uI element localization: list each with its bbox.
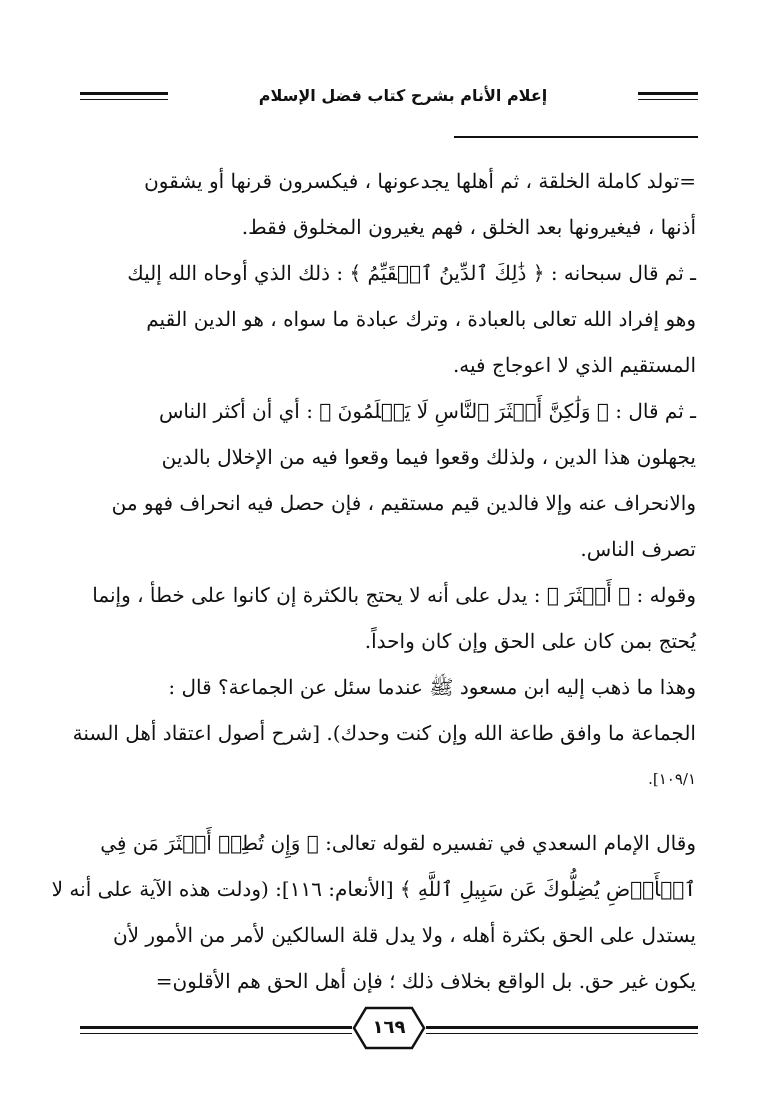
page-number-frame <box>352 1006 426 1050</box>
footer-rule-left <box>80 1026 352 1034</box>
header-rule-left <box>80 92 168 100</box>
text-line: الجماعة ما وافق طاعة الله وإن كنت وحدك). [شرح أصول اعتقاد أهل السنة <box>72 721 696 745</box>
text-line: والانحراف عنه وإلا فالدين قيم مستقيم ، فإن حصل فيه انحراف فهو من <box>111 491 696 515</box>
text-line: وهذا ما ذهب إليه ابن مسعود ﷺ عندما سئل عن الجماعة؟ قال : <box>168 675 696 699</box>
text-line: ٱلۡأَرۡضِ يُضِلُّوكَ عَن سَبِيلِ ٱللَّهِ ﴾ [الأنعام: ١١٦]: (ودلت هذه الآية على أنه لا <box>51 877 696 901</box>
text-line: يستدل على الحق بكثرة أهله ، ولا يدل قلة السالكين لأمر من الأمور لأن <box>112 923 696 947</box>
text-line: ١٠٩/١]. <box>648 770 696 788</box>
page-footer <box>80 1006 698 1066</box>
footnote-body <box>51 158 696 1004</box>
page-number: ١٦٩ <box>372 1017 406 1038</box>
text-line: وهو إفراد الله تعالى بالعبادة ، وترك عبادة ما سواه ، هو الدين القيم <box>146 307 696 331</box>
text-line: ـ ثم قال : ﴿ وَلَٰكِنَّ أَكۡثَرَ ٱلنَّاسِ لَا يَعۡلَمُونَ ﴾ : أي أن أكثر الناس <box>158 399 696 423</box>
header-rule-right <box>638 92 698 100</box>
text-line: =تولد كاملة الخلقة ، ثم أهلها يجدعونها ، فيكسرون قرنها أو يشقون <box>144 169 696 193</box>
text-line: ـ ثم قال سبحانه : ﴿ ذَٰلِكَ ٱلدِّينُ ٱلۡقَيِّمُ ﴾ : ذلك الذي أوحاه الله إليك <box>127 261 696 285</box>
text-line: يُحتج بمن كان على الحق وإن كان واحداً. <box>364 629 696 653</box>
footnote-separator <box>454 136 698 138</box>
text-line: يكون غير حق. بل الواقع بخلاف ذلك ؛ فإن أهل الحق هم الأقلون= <box>155 969 696 993</box>
text-line: أذنها ، فيغيرونها بعد الخلق ، فهم يغيرون المخلوق فقط. <box>241 215 696 239</box>
text-line: وقال الإمام السعدي في تفسيره لقوله تعالى: ﴿ وَإِن تُطِعۡ أَكۡثَرَ مَن فِي <box>100 831 696 855</box>
footer-rule-right <box>426 1026 698 1034</box>
running-header <box>80 86 698 108</box>
book-title: إعلام الأنام بشرح كتاب فضل الإسلام <box>258 86 548 105</box>
text-line: يجهلون هذا الدين ، ولذلك وقعوا فيما وقعوا فيه من الإخلال بالدين <box>161 445 696 469</box>
text-line: وقوله : ﴿ أَكۡثَرَ ﴾ : يدل على أنه لا يحتج بالكثرة إن كانوا على خطأ ، وإنما <box>92 583 696 607</box>
text-line: تصرف الناس. <box>580 537 696 561</box>
text-line: المستقيم الذي لا اعوجاج فيه. <box>452 353 696 377</box>
